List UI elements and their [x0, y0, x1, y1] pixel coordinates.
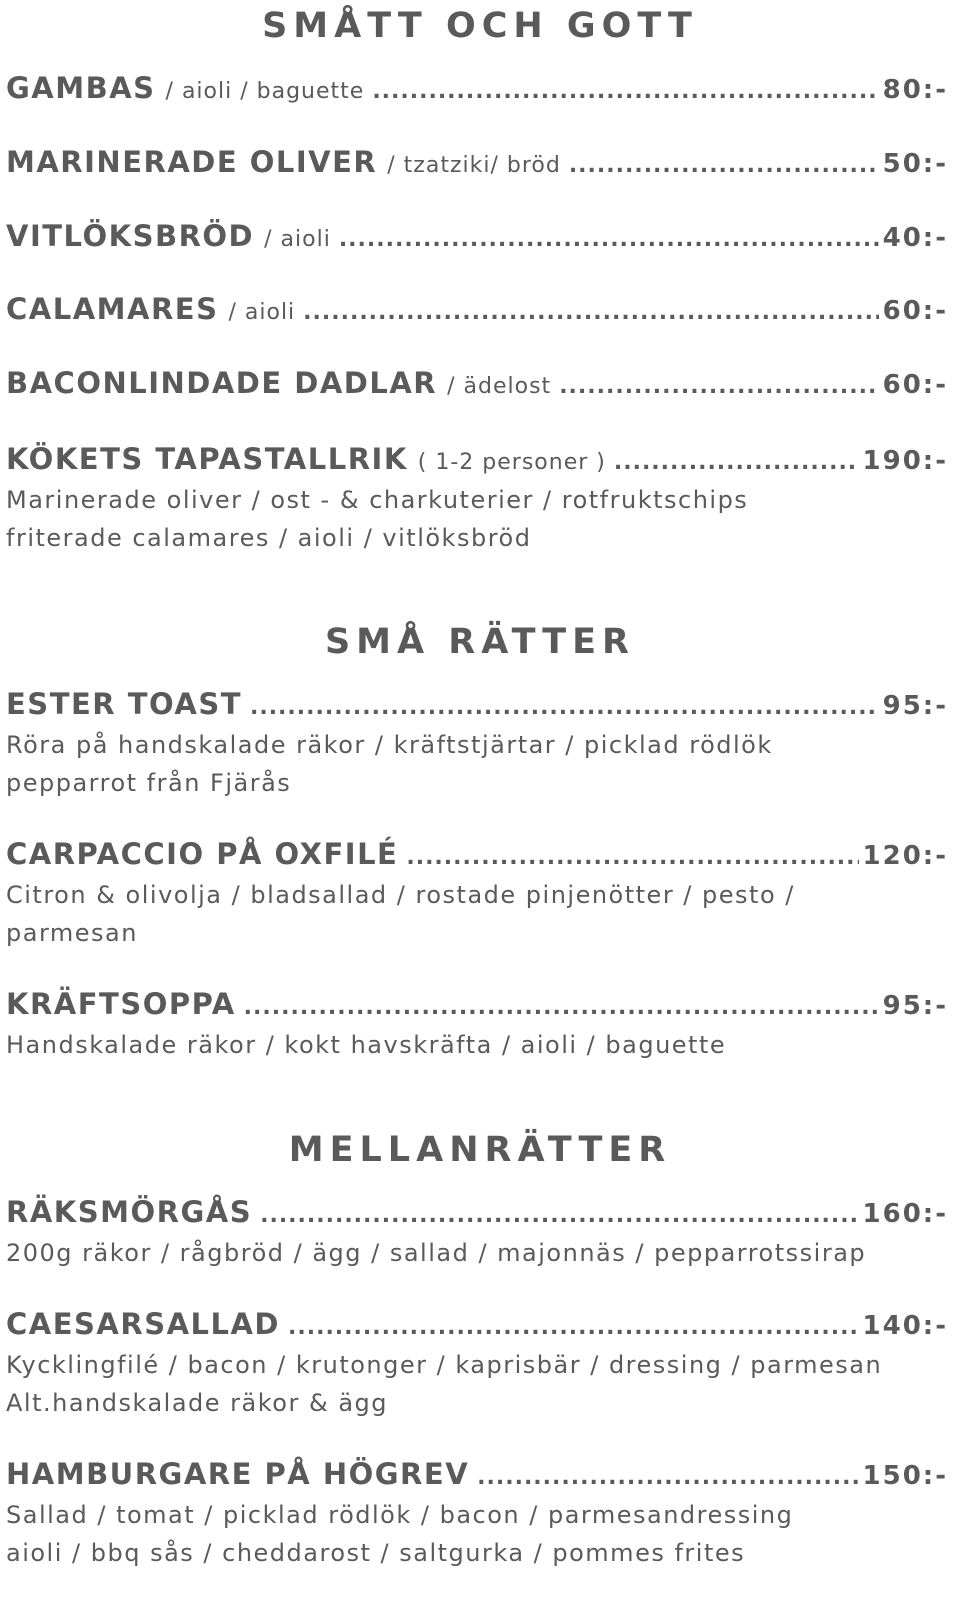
item-name: VITLÖKSBRÖD	[6, 219, 255, 253]
item-description: Kycklingfilé / bacon / krutonger / kaprisbär / dressing / parmesan	[6, 1351, 883, 1379]
item-line	[6, 218, 948, 258]
item-description: Citron & olivolja / bladsallad / rostade pinjenötter / pesto /	[6, 881, 795, 909]
menu-item	[6, 1456, 948, 1572]
dot-leader	[288, 1310, 859, 1346]
menu-item	[6, 986, 948, 1064]
item-line	[6, 144, 948, 184]
item-line	[6, 1456, 948, 1496]
item-name: CAESARSALLAD	[6, 1307, 281, 1341]
item-line	[6, 441, 948, 481]
item-price: 140:-	[862, 1311, 948, 1341]
item-line	[6, 836, 948, 876]
item-name: HAMBURGARE PÅ HÖGREV	[6, 1457, 470, 1491]
item-price: 40:-	[882, 223, 948, 253]
item-sub: / aioli	[228, 300, 296, 325]
dot-leader	[372, 74, 878, 110]
dot-leader	[260, 1198, 858, 1234]
item-description: Handskalade räkor / kokt havskräfta / aioli / baguette	[6, 1031, 727, 1059]
section-title: SMÅ RÄTTER	[324, 622, 636, 662]
dot-leader	[614, 445, 859, 481]
item-price: 190:-	[862, 446, 948, 476]
item-name: KÖKETS TAPASTALLRIK	[6, 442, 408, 476]
item-price: 95:-	[882, 991, 948, 1021]
item-description: Marinerade oliver / ost - & charkuterier / rotfruktschips	[6, 486, 749, 514]
item-name: RÄKSMÖRGÅS	[6, 1195, 253, 1229]
dot-leader	[339, 222, 879, 258]
item-line	[6, 365, 948, 405]
item-line	[6, 1194, 948, 1234]
item-name: ESTER TOAST	[6, 687, 242, 721]
menu-item	[6, 1194, 948, 1272]
menu-item	[6, 70, 948, 110]
menu-item	[6, 441, 948, 557]
item-description: Sallad / tomat / picklad rödlök / bacon / parmesandressing	[6, 1501, 794, 1529]
menu-item	[6, 291, 948, 331]
item-price: 160:-	[862, 1199, 948, 1229]
dot-leader	[250, 690, 879, 726]
menu-item	[6, 218, 948, 258]
menu-item	[6, 144, 948, 184]
menu-item	[6, 836, 948, 952]
item-line	[6, 986, 948, 1026]
item-name: CALAMARES	[6, 292, 219, 326]
item-price: 120:-	[862, 841, 948, 871]
item-sub: / aioli	[264, 227, 331, 252]
dot-leader	[303, 295, 878, 331]
section-title: SMÅTT OCH GOTT	[262, 6, 698, 46]
item-price: 150:-	[862, 1461, 948, 1491]
item-price: 95:-	[882, 691, 948, 721]
item-description: Alt.handskalade räkor & ägg	[6, 1389, 388, 1417]
item-price: 60:-	[882, 296, 948, 326]
item-line	[6, 686, 948, 726]
item-name: CARPACCIO PÅ OXFILÉ	[6, 837, 399, 871]
item-name: KRÄFTSOPPA	[6, 987, 236, 1021]
item-sub: / ädelost	[447, 374, 552, 399]
dot-leader	[559, 369, 878, 405]
item-name: GAMBAS	[6, 71, 156, 105]
dot-leader	[244, 990, 879, 1026]
section-title: MELLANRÄTTER	[288, 1130, 672, 1170]
item-name: MARINERADE OLIVER	[6, 145, 378, 179]
item-description: Röra på handskalade räkor / kräftstjärtar / picklad rödlök	[6, 731, 773, 759]
item-price: 60:-	[882, 370, 948, 400]
item-line	[6, 291, 948, 331]
item-description: pepparrot från Fjärås	[6, 769, 292, 797]
menu-item	[6, 1306, 948, 1422]
item-sub: / tzatziki/ bröd	[387, 153, 561, 178]
item-description: parmesan	[6, 919, 138, 947]
item-description: aioli / bbq sås / cheddarost / saltgurka / pommes frites	[6, 1539, 746, 1567]
dot-leader	[477, 1460, 858, 1496]
menu-item	[6, 686, 948, 802]
menu-item	[6, 365, 948, 405]
item-sub: / aioli / baguette	[165, 79, 365, 104]
item-price: 80:-	[882, 75, 948, 105]
item-description: 200g räkor / rågbröd / ägg / sallad / majonnäs / pepparrotssirap	[6, 1239, 867, 1267]
dot-leader	[406, 840, 858, 876]
dot-leader	[569, 148, 879, 184]
item-price: 50:-	[882, 149, 948, 179]
item-description: friterade calamares / aioli / vitlöksbröd	[6, 524, 532, 552]
item-name: BACONLINDADE DADLAR	[6, 366, 438, 400]
item-line	[6, 70, 948, 110]
item-line	[6, 1306, 948, 1346]
item-sub: ( 1-2 personer )	[417, 450, 606, 475]
